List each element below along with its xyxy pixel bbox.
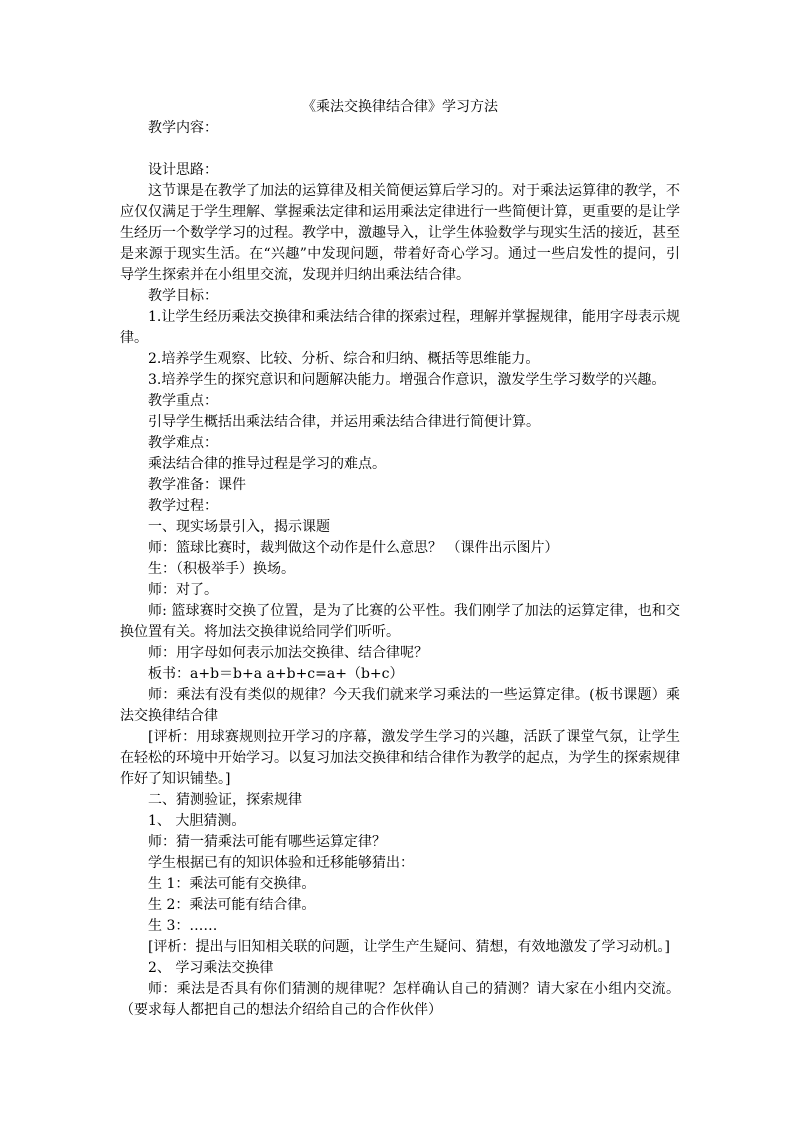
section-heading-2: 二、猜测验证，探索规律 <box>148 792 302 808</box>
paragraph-student-guess: 生 1：乘法可能有交换律。 <box>148 876 316 892</box>
document-title: 《乘法交换律结合律》学习方法 <box>302 99 498 115</box>
paragraph-student-guess: 生 2：乘法可能有结合律。 <box>148 897 316 913</box>
paragraph-objective-1: 1.让学生经历乘法交换律和乘法结合律的探索过程，理解并掌握规律，能用字母表示规律。 <box>120 309 680 346</box>
paragraph-objective-2: 2.培养学生观察、比较、分析、综合和归纳、概括等思维能力。 <box>148 351 540 367</box>
paragraph-key-point: 引导学生概括出乘法结合律，并运用乘法结合律进行简便计算。 <box>148 414 540 430</box>
subsection-heading-1: 1、 大胆猜测。 <box>148 813 246 829</box>
paragraph-design-idea-label: 设计思路： <box>148 162 218 178</box>
paragraph-comment: [评析：提出与旧知相关联的问题，让学生产生疑问、猜想，有效地激发了学习动机。] <box>148 939 670 955</box>
paragraph-student-guess: 生 3：…… <box>148 918 218 934</box>
document-body <box>120 97 680 1021</box>
subsection-heading-2: 2、 学习乘法交换律 <box>148 960 274 976</box>
paragraph-dialogue: 师：对了。 <box>148 582 218 598</box>
section-heading-1: 一、现实场景引入，揭示课题 <box>148 519 330 535</box>
paragraph-student-guess-intro: 学生根据已有的知识体验和迁移能够猜出： <box>148 855 414 871</box>
blank-line <box>120 139 680 160</box>
paragraph-dialogue: 师：篮球比赛时，裁判做这个动作是什么意思？ （课件出示图片） <box>148 540 559 556</box>
paragraph-teaching-content-label: 教学内容： <box>148 120 218 136</box>
paragraph-dialogue: 师：乘法有没有类似的规律？今天我们就来学习乘法的一些运算定律。(板书课题）乘法交换律结合律 <box>120 687 680 724</box>
paragraph-dialogue: 师：用字母如何表示加法交换律、结合律呢？ <box>148 645 428 661</box>
paragraph-dialogue: 师：乘法是否具有你们猜测的规律呢？怎样确认自己的猜测？请大家在小组内交流。（要求每人都把自己的想法介绍给自己的合作伙伴） <box>120 981 680 1018</box>
paragraph-preparation: 教学准备：课件 <box>148 477 246 493</box>
paragraph-design-idea: 这节课是在教学了加法的运算律及相关简便运算后学习的。对于乘法运算律的教学，不应仅仅满足于学生理解、掌握乘法定律和运用乘法定律进行一些简便计算，更重要的是让学生经历一个数学学习的过程。教学中，激趣导入，让学生体验数学与现实生活的接近，甚至是来源于现实生活。在“兴趣”中发现问题，带着好奇心学习。通过一些启发性的提问，引导学生探索并在小组里交流，发现并归纳出乘法结合律。 <box>120 183 680 283</box>
paragraph-objectives-label: 教学目标： <box>148 288 218 304</box>
paragraph-objective-3: 3.培养学生的探究意识和问题解决能力。增强合作意识，激发学生学习数学的兴趣。 <box>148 372 666 388</box>
paragraph-dialogue: 生：（积极举手）换场。 <box>148 561 295 577</box>
paragraph-dialogue: 师: 篮球赛时交换了位置，是为了比赛的公平性。我们刚学了加法的运算定律，也和交换位置有关。将加法交换律说给同学们听听。 <box>120 603 680 640</box>
paragraph-key-point-label: 教学重点： <box>148 393 218 409</box>
paragraph-process-label: 教学过程： <box>148 498 218 514</box>
paragraph-blackboard: 板书：a+b＝b+a a+b+c=a+（b+c） <box>148 666 404 682</box>
paragraph-dialogue: 师：猜一猜乘法可能有哪些运算定律？ <box>148 834 386 850</box>
paragraph-difficulty: 乘法结合律的推导过程是学习的难点。 <box>148 456 386 472</box>
paragraph-comment: [评析：用球赛规则拉开学习的序幕，激发学生学习的兴趣，活跃了课堂气氛，让学生在轻松的环境中开始学习。以复习加法交换律和结合律作为教学的起点，为学生的探索规律作好了知识铺垫。] <box>120 729 680 787</box>
paragraph-difficulty-label: 教学难点： <box>148 435 218 451</box>
